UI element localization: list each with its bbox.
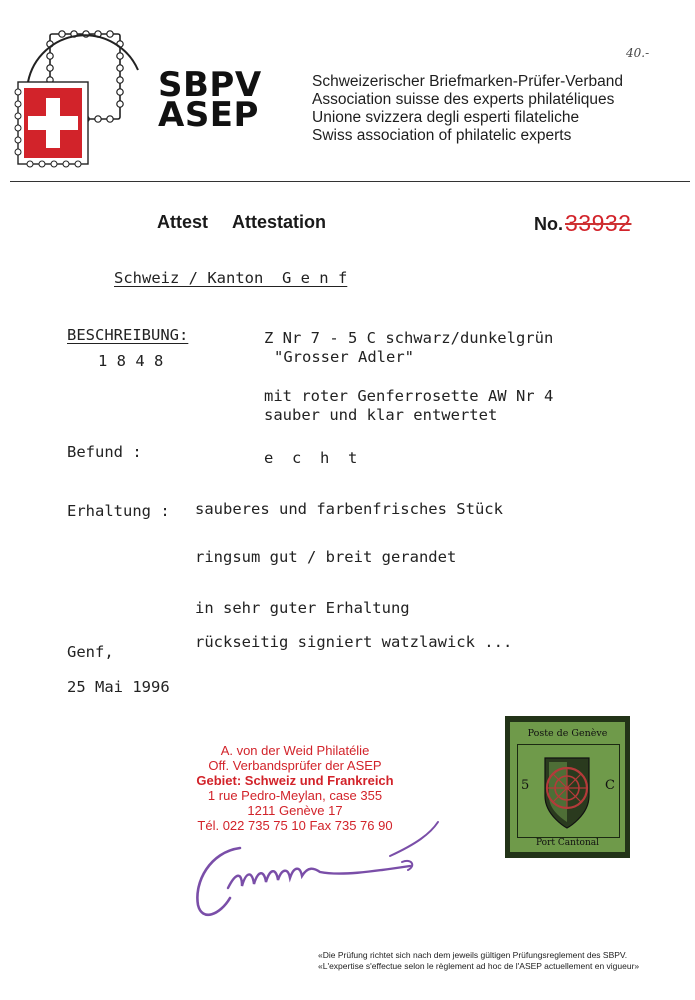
condition-label: Erhaltung :: [67, 502, 170, 520]
certificate-number: 33932: [565, 210, 632, 236]
postage-stamp: [505, 716, 630, 858]
footer-note-de: «Die Prüfung richtet sich nach dem jeweils gültigen Prüfungsreglement des SBPV.: [318, 950, 628, 960]
place: Genf,: [67, 643, 114, 661]
finding-value: e c h t: [264, 449, 358, 467]
examiner-stamp-line-5: 1211 Genève 17: [247, 803, 343, 818]
stamp-bottom-text: Port Cantonal: [535, 838, 599, 848]
condition-line-4: rückseitig signiert watzlawick ...: [195, 633, 513, 651]
issue-year: 1 8 4 8: [98, 352, 164, 370]
examiner-stamp-line-3: Gebiet: Schweiz und Frankreich: [196, 773, 394, 788]
attest-title: Attest: [157, 212, 209, 232]
examiner-stamp-line-4: 1 rue Pedro-Meylan, case 355: [207, 788, 383, 803]
signature: [180, 800, 440, 930]
org-name-it: Unione svizzera degli esperti filateliche: [312, 109, 580, 126]
examiner-stamp-line-1: A. von der Weid Philatélie: [220, 743, 370, 758]
stamp-letter: C: [605, 778, 615, 793]
org-name-de: Schweizerischer Briefmarken-Prüfer-Verband: [312, 73, 623, 90]
corner-note: 40.-: [626, 46, 650, 60]
examiner-stamp-line-2: Off. Verbandsprüfer der ASEP: [208, 758, 382, 773]
description-label: BESCHREIBUNG:: [67, 326, 189, 344]
footer-notes: [318, 950, 639, 972]
description-line-3: mit roter Genferrosette AW Nr 4: [264, 387, 554, 405]
examiner-stamp-line-6: Tél. 022 735 75 10 Fax 735 76 90: [197, 818, 393, 833]
number-label: No.: [534, 214, 563, 234]
condition-line-3: in sehr guter Erhaltung: [195, 599, 410, 617]
org-names: [312, 73, 623, 145]
attestation-title: Attestation: [232, 212, 326, 232]
logo: [10, 22, 150, 172]
brand-asep: ASEP: [158, 95, 259, 135]
condition-line-1: sauberes und farbenfrisches Stück: [195, 500, 503, 518]
header-divider: [10, 181, 690, 182]
stamp-top-text: Poste de Genève: [527, 728, 608, 739]
footer-note-fr: «L'expertise s'effectue selon le règlement ad hoc de l'ASEP actuellement en vigueur»: [318, 961, 640, 971]
condition-line-2: ringsum gut / breit gerandet: [195, 548, 457, 566]
stamp-eagle-emblem: [535, 752, 599, 832]
description-line-2: "Grosser Adler": [274, 348, 414, 366]
brand-sbpv: SBPV: [158, 65, 262, 105]
finding-label: Befund :: [67, 443, 142, 461]
stamp-denomination: 5: [521, 778, 530, 793]
org-name-en: Swiss association of philatelic experts: [312, 127, 572, 144]
date: 25 Mai 1996: [67, 678, 170, 696]
org-name-fr: Association suisse des experts philatéliques: [312, 91, 615, 108]
description-line-1: Z Nr 7 - 5 C schwarz/dunkelgrün: [264, 329, 554, 347]
subject-line: Schweiz / Kanton G e n f: [114, 269, 348, 287]
description-line-4: sauber und klar entwertet: [264, 406, 498, 424]
